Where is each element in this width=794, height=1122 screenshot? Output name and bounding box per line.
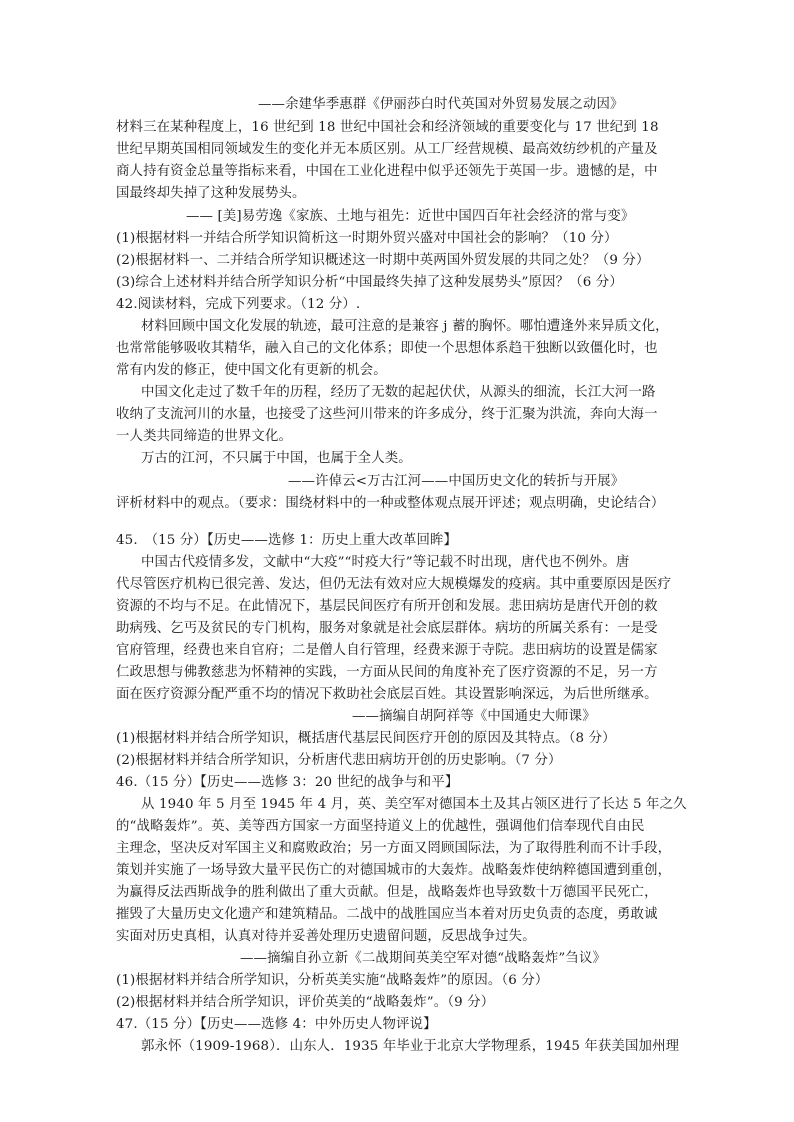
q45-material-line-1: 中国古代疫情多发，文献中“大疫”“时疫大行”等记载不时出现，唐代也不例外。唐 <box>141 555 630 570</box>
source-citation-2: —— [美]易劳逸《家族、土地与祖先：近世中国四百年社会经济的常与变》 <box>186 209 635 224</box>
q46-material-line-3: 主理念，坚决反对军国主义和腐败政治；另一方面又罔顾国际法，为了取得胜利而不计手段， <box>116 841 672 856</box>
q42-material-line-4: 中国文化走过了数千年的历程，经历了无数的起起伏伏，从源头的细流，长江大河一路 <box>141 385 656 400</box>
q42-material-line-6: 一人类共同缔造的世界文化。 <box>116 429 293 444</box>
q42-material-line-7: 万古的江河，不只属于中国，也属于全人类。 <box>141 451 412 466</box>
question-47-heading: 47.（15 分）【历史——选修 4：中外历史人物评说】 <box>116 1017 437 1032</box>
q42-material-line-3: 常有内发的修正，使中国文化有更新的机会。 <box>116 363 387 378</box>
q45-material-line-2: 代尽管医疗机构已很完善、发达，但仍无法有效对应大规模爆发的疫病。其中重要原因是医疗 <box>116 577 672 592</box>
question-41-3: (3)综合上述材料并结合所学知识分析“中国最终失掉了这种发展势头”原因？（6 分） <box>116 275 623 290</box>
question-42-heading: 42.阅读材料，完成下列要求。（12 分）. <box>116 297 361 312</box>
q42-material-line-2: 也常常能够吸收其精华，融入自己的文化体系；即使一个思想体系趋干独断以致僵化时，也 <box>116 341 658 356</box>
q46-material-line-7: 实面对历史真相，认真对待并妥善处理历史遗留问题，反思战争过失。 <box>116 929 536 944</box>
q46-material-line-5: 为赢得反法西斯战争的胜利做出了重大贡献。但是，战略轰炸也导致数十万德国平民死亡， <box>116 885 658 900</box>
question-45-heading: 45. （15 分）【历史——选修 1：历史上重大改革回眸】 <box>116 533 458 548</box>
material-three-line-1: 材料三在某种程度上，16 世纪到 18 世纪中国社会和经济领域的重要变化与 17 世纪到 18 <box>116 120 659 135</box>
question-41-2: (2)根据材料一、二并结合所学知识概述这一时期中英两国外贸发展的共同之处？（9 分） <box>116 253 650 268</box>
question-45-2: (2)根据材料并结合所学知识，分析唐代悲田病坊开创的历史影响。（7 分） <box>116 753 562 768</box>
question-42-task: 评析材料中的观点。（要求：围绕材料中的一种或整体观点展开评述；观点明确，史论结合） <box>116 496 665 511</box>
q45-material-line-3: 资源的不均与不足。在此情况下，基层民间医疗有所开创和发展。悲田病坊是唐代开创的救 <box>116 599 658 614</box>
source-citation-1: ——余建华季惠群《伊丽莎白时代英国对外贸易发展之动因》 <box>258 97 624 112</box>
material-three-line-4: 国最终却失掉了这种发展势头。 <box>116 186 306 201</box>
q42-material-line-1: 材料回顾中国文化发展的轨迹，最可注意的是兼容 j 蓄的胸怀。哪怕遭逢外来异质文化， <box>141 319 669 334</box>
q45-material-line-6: 仁政思想与佛教慈悲为怀精神的实践，一方面从民间的角度补充了医疗资源的不足，另一方 <box>116 665 658 680</box>
q45-material-line-7: 面在医疗资源分配严重不均的情况下救助社会底层百姓。其设置影响深远，为后世所继承。 <box>116 687 658 702</box>
q46-material-line-4: 策划并实施了一场导致大量平民伤亡的对德国城市的大轰炸。战略轰炸使纳粹德国遭到重创， <box>116 863 672 878</box>
q46-material-line-2: 的“战略轰炸”。英、美等西方国家一方面坚持道义上的优越性，强调他们信奉现代自由民 <box>116 819 645 834</box>
question-46-2: (2)根据材料并结合所学知识，评价英美的“战略轰炸”。（9 分） <box>116 995 495 1010</box>
question-46-heading: 46.（15 分）【历史——选修 3：20 世纪的战争与和平】 <box>116 775 459 790</box>
q46-material-line-6: 摧毁了大量历史文化遗产和建筑精品。二战中的战胜国应当本着对历史负责的态度，勇敢诚 <box>116 907 658 922</box>
material-three-line-2: 世纪早期英国相同领域发生的变化并无本质区别。从工厂经营规模、最高效纺纱机的产量及 <box>116 142 658 157</box>
question-46-1: (1)根据材料并结合所学知识，分析英美实施“战略轰炸”的原因。（6 分） <box>116 973 549 988</box>
q47-material-line-1: 郭永怀（1909-1968）．山东人．1935 年毕业于北京大学物理系，1945 年获美国加州理 <box>141 1039 680 1054</box>
q42-material-line-5: 收纳了支流河川的水量，也接受了这些河川带来的许多成分，终于汇聚为洪流，奔向大海一 <box>116 407 658 422</box>
source-citation-3: ——许倬云<万古江河——中国历史文化的转折与开展》 <box>288 474 625 489</box>
q45-material-line-5: 官府管理，经费也来自官府；二是僧人自行管理，经费来源于寺院。悲田病坊的设置是儒家 <box>116 643 658 658</box>
q46-material-line-1: 从 1940 年 5 月至 1945 年 4 月，英、美空军对德国本土及其占领区进行了长达 5 年之久 <box>141 797 687 812</box>
material-three-line-3: 商人持有资金总量等指标来看，中国在工业化进程中似乎还领先于英国一步。遗憾的是，中 <box>116 164 658 179</box>
q45-material-line-4: 助病残、乞丐及贫民的专门机构，服务对象就是社会底层群体。病坊的所属关系有：一是受 <box>116 621 658 636</box>
question-41-1: (1)根据材料一并结合所学知识简析这一时期外贸兴盛对中国社会的影响？（10 分） <box>116 231 618 246</box>
source-citation-5: ——摘编自孙立新《二战期间英美空军对德“战略轰炸”刍议》 <box>240 951 607 966</box>
question-45-1: (1)根据材料并结合所学知识，概括唐代基层民间医疗开创的原因及其特点。（8 分） <box>116 731 616 746</box>
source-citation-4: ——摘编自胡阿祥等《中国通史大师课》 <box>352 709 596 724</box>
